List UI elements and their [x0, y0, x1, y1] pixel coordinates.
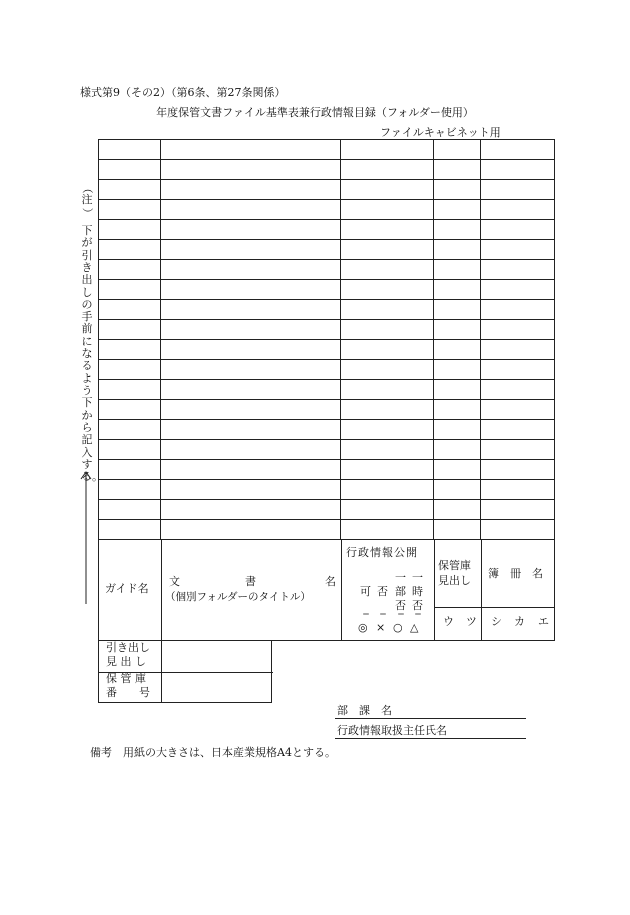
- storage-number-line2: 番 号: [106, 686, 150, 699]
- entry-grid: [98, 139, 555, 539]
- disclosure-partial: 一 部 否: [395, 571, 406, 612]
- side-note-text: 下が引き出しの手前になるよう下から記入する。: [81, 223, 103, 484]
- remark-note: 備考 用紙の大きさは、日本産業規格A4とする。: [90, 746, 336, 759]
- side-note-head: 注: [81, 193, 93, 207]
- drawer-label-line2: 見 出 し: [106, 655, 146, 668]
- disclosure-can: 可: [360, 585, 371, 598]
- disclosure-header: 行政情報公開: [346, 546, 418, 559]
- drawer-label-table: [98, 641, 272, 703]
- kana-e: エ: [538, 615, 549, 628]
- cabinet-usage-label: ファイルキャビネット用: [380, 126, 501, 139]
- officer-line: [335, 723, 526, 739]
- kana-shi: シ: [491, 615, 502, 628]
- table-header: ガイド名 文 書 名 （個別フォルダーのタイトル） 行政情報公開 可 否 一 部 否 一 時 否 ＝ ＝ ＝ ＝ ◎ × ○ △ 保管庫 見出し 簿 冊 名 ウ ツ シ カ エ: [98, 539, 555, 641]
- form-number-line: 様式第9（その2）（第6条、第27条関係）: [80, 86, 286, 99]
- symbol-temporary: △: [410, 621, 419, 634]
- storage-number-line1: 保 管 庫: [106, 672, 146, 685]
- officer-label: 行政情報取扱主任氏名: [337, 724, 447, 737]
- register-name-header: 簿 冊 名: [488, 567, 543, 580]
- disclosure-no: 否: [377, 585, 388, 598]
- guide-name-header: ガイド名: [105, 582, 149, 595]
- department-line: [335, 703, 526, 719]
- disclosure-temporary: 一 時 否: [412, 571, 423, 612]
- kana-tsu: ツ: [466, 615, 477, 628]
- kana-ka: カ: [514, 615, 525, 628]
- symbol-can: ◎: [358, 621, 368, 634]
- symbol-partial: ○: [393, 621, 403, 634]
- up-arrow-icon: [79, 470, 93, 606]
- side-note-paren-close: ）: [81, 207, 95, 219]
- doc-name-char-2: 書: [245, 575, 256, 588]
- document-title: 年度保管文書ファイル基準表兼行政情報目録（フォルダー使用）: [156, 106, 474, 119]
- doc-name-char-1: 文: [169, 575, 180, 588]
- side-note: [80, 182, 103, 484]
- doc-name-char-3: 名: [325, 575, 336, 588]
- doc-name-subtitle: （個別フォルダーのタイトル）: [165, 591, 311, 603]
- storage-heading-line2: 見出し: [438, 574, 471, 587]
- symbol-no: ×: [376, 621, 386, 634]
- drawer-label-line1: 引き出し: [106, 641, 150, 654]
- kana-u: ウ: [443, 615, 454, 628]
- storage-heading-line1: 保管庫: [438, 559, 471, 572]
- department-label: 部 課 名: [337, 704, 392, 717]
- side-note-paren-open: （: [81, 182, 95, 194]
